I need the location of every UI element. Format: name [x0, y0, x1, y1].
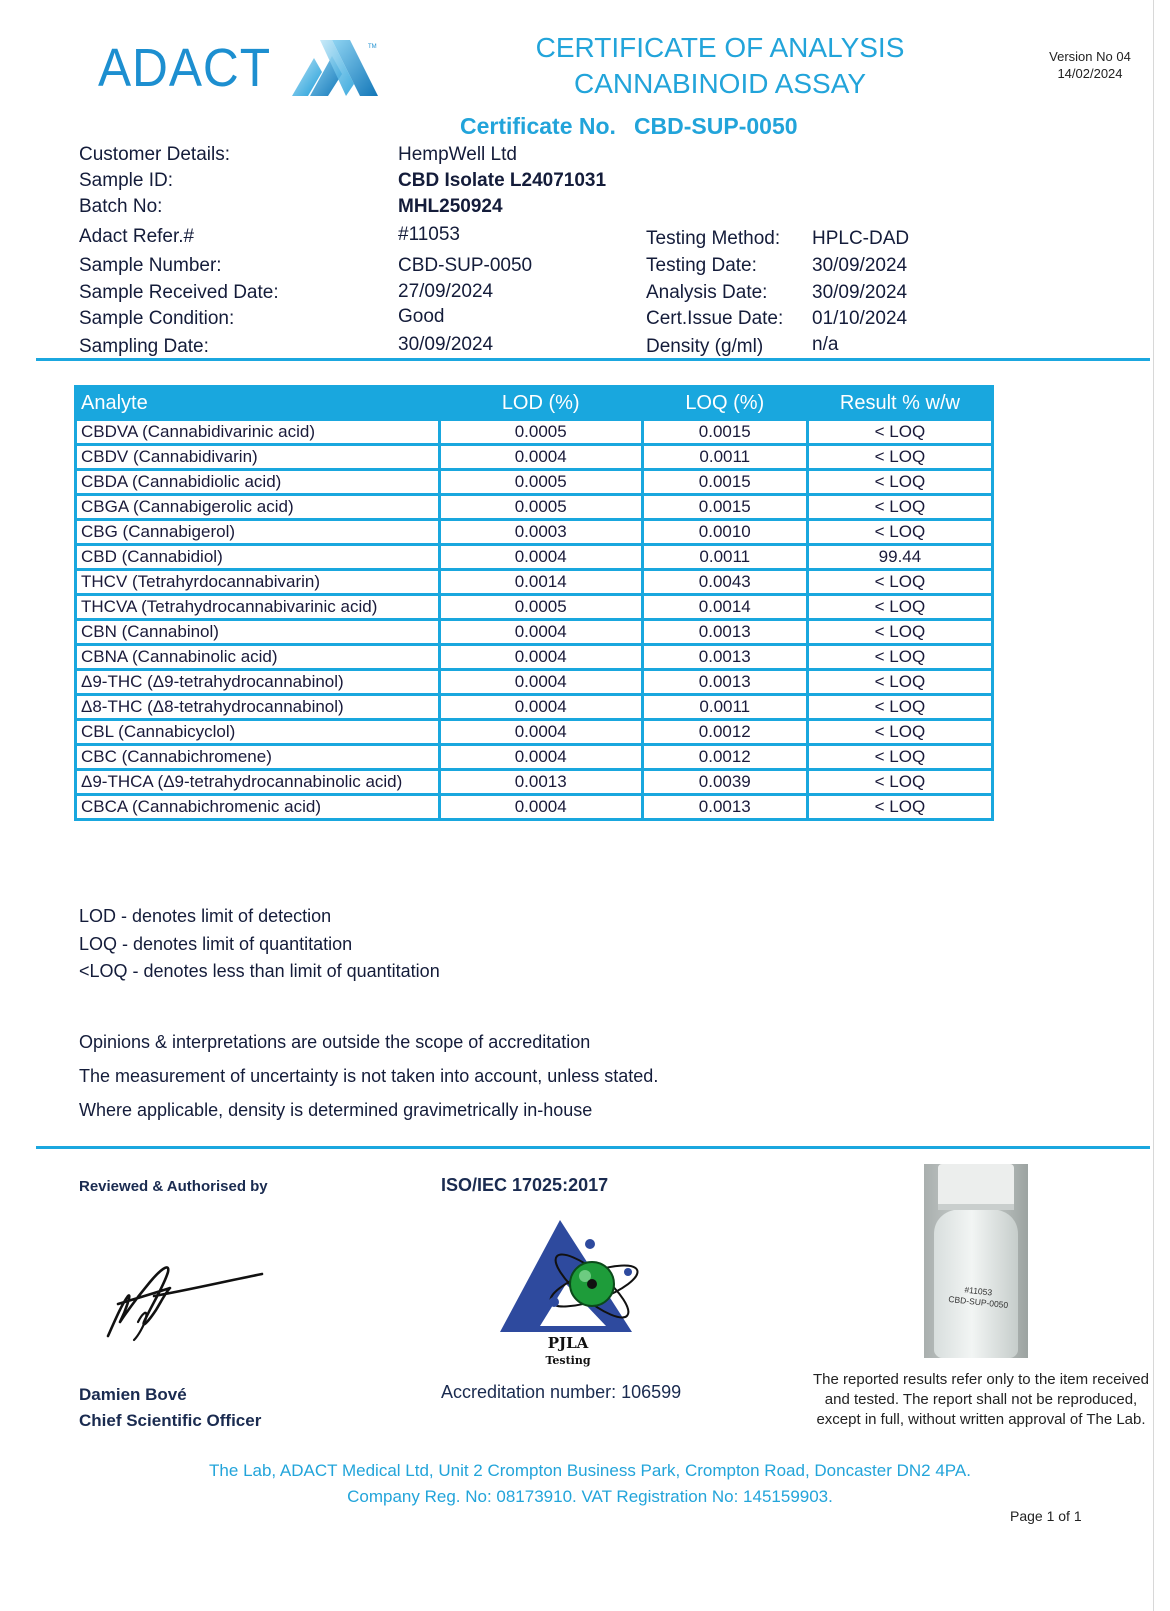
title-line-2: CANNABINOID ASSAY [573, 68, 866, 99]
batch-no-label: Batch No: [79, 196, 163, 217]
analyte-cell: CBDVA (Cannabidivarinic acid) [76, 420, 440, 445]
certificate-label: Certificate No. [460, 113, 616, 139]
header-lod: LOD (%) [439, 387, 642, 420]
sample-number-value: CBD-SUP-0050 [398, 255, 533, 276]
result-cell: < LOQ [807, 720, 992, 745]
remark-density: Where applicable, density is determined gravimetrically in-house [79, 1100, 593, 1120]
loq-cell: 0.0012 [642, 720, 807, 745]
customer-details-label: Customer Details: [79, 144, 230, 165]
table-row [76, 695, 993, 720]
table-row [76, 620, 993, 645]
table-row [76, 570, 993, 595]
result-cell: < LOQ [807, 695, 992, 720]
footer-address [60, 1458, 1120, 1510]
lod-cell: 0.0005 [439, 420, 642, 445]
version-date: 14/02/2024 [1057, 66, 1123, 81]
sample-condition-label: Sample Condition: [79, 308, 235, 329]
result-cell: < LOQ [807, 620, 992, 645]
analyte-cell: CBDA (Cannabidiolic acid) [76, 470, 440, 495]
table-row [76, 645, 993, 670]
pjla-logo-text: PJLA [547, 1334, 589, 1352]
testing-method-label: Testing Method: [646, 228, 781, 249]
sample-received-label: Sample Received Date: [79, 282, 279, 303]
lod-cell: 0.0004 [439, 695, 642, 720]
density-value: n/a [812, 334, 839, 355]
certificate-value: CBD-SUP-0050 [633, 113, 798, 139]
table-row [76, 770, 993, 795]
page-number: Page 1 of 1 [1010, 1508, 1082, 1524]
analyte-cell: THCV (Tetrahyrdocannabivarin) [76, 570, 440, 595]
accreditation-number: Accreditation number: 106599 [441, 1382, 682, 1402]
analyte-cell: CBCA (Cannabichromenic acid) [76, 795, 440, 820]
logo-text: ADACT [98, 38, 271, 98]
result-cell: < LOQ [807, 670, 992, 695]
signer-title: Chief Scientific Officer [79, 1411, 262, 1430]
loq-cell: 0.0013 [642, 670, 807, 695]
loq-cell: 0.0011 [642, 695, 807, 720]
pjla-logo-subtext: Testing [545, 1354, 591, 1367]
result-cell: < LOQ [807, 770, 992, 795]
disclaimer-text: The reported results refer only to the item received and tested. The report shall not be reproduced, except in full, without written approval of The Lab. [813, 1371, 1149, 1428]
loq-cell: 0.0039 [642, 770, 807, 795]
sample-id-value: CBD Isolate L24071031 [398, 170, 607, 191]
result-cell: < LOQ [807, 470, 992, 495]
title-line-1: CERTIFICATE OF ANALYSIS [535, 32, 905, 63]
lod-cell: 0.0004 [439, 670, 642, 695]
cannabinoid-results-table [74, 385, 994, 821]
analyte-cell: CBC (Cannabichromene) [76, 745, 440, 770]
analyte-cell: Δ9-THC (Δ9-tetrahydrocannabinol) [76, 670, 440, 695]
table-row [76, 795, 993, 820]
analyte-cell: CBL (Cannabicyclol) [76, 720, 440, 745]
table-row [76, 595, 993, 620]
loq-cell: 0.0010 [642, 520, 807, 545]
table-row [76, 670, 993, 695]
lod-cell: 0.0004 [439, 745, 642, 770]
analyte-cell: Δ8-THC (Δ8-tetrahydrocannabinol) [76, 695, 440, 720]
table-row [76, 520, 993, 545]
sample-id-label: Sample ID: [79, 170, 173, 191]
lod-cell: 0.0013 [439, 770, 642, 795]
header-analyte: Analyte [76, 387, 440, 420]
result-cell: < LOQ [807, 520, 992, 545]
sampling-date-value: 30/09/2024 [398, 334, 494, 355]
density-label: Density (g/ml) [646, 336, 764, 357]
adact-mark-icon [292, 36, 382, 100]
note-lt-loq: <LOQ - denotes less than limit of quantitation [79, 961, 440, 981]
sampling-date-label: Sampling Date: [79, 336, 209, 357]
result-cell: < LOQ [807, 645, 992, 670]
header-loq: LOQ (%) [642, 387, 807, 420]
result-cell: < LOQ [807, 445, 992, 470]
analyte-cell: CBNA (Cannabinolic acid) [76, 645, 440, 670]
table-row [76, 745, 993, 770]
testing-method-value: HPLC-DAD [812, 228, 910, 249]
sample-condition-value: Good [398, 306, 445, 327]
pjla-logo [496, 1214, 646, 1374]
signer-name: Damien Bové [79, 1385, 187, 1404]
lod-cell: 0.0004 [439, 720, 642, 745]
loq-cell: 0.0011 [642, 445, 807, 470]
analyte-cell: CBD (Cannabidiol) [76, 545, 440, 570]
result-cell: < LOQ [807, 570, 992, 595]
table-row [76, 470, 993, 495]
loq-cell: 0.0012 [642, 745, 807, 770]
note-lod: LOD - denotes limit of detection [79, 906, 332, 926]
version-number: Version No 04 [1049, 49, 1131, 64]
loq-cell: 0.0015 [642, 420, 807, 445]
result-cell: < LOQ [807, 495, 992, 520]
abbreviation-notes [79, 903, 440, 986]
analyte-cell: CBGA (Cannabigerolic acid) [76, 495, 440, 520]
document-title [430, 30, 1010, 102]
loq-cell: 0.0043 [642, 570, 807, 595]
sample-received-value: 27/09/2024 [398, 281, 494, 302]
footer-divider [36, 1146, 1150, 1149]
analysis-date-label: Analysis Date: [646, 282, 768, 303]
loq-cell: 0.0014 [642, 595, 807, 620]
footer-line-1: The Lab, ADACT Medical Ltd, Unit 2 Crompton Business Park, Crompton Road, Doncaster DN2 4PA. [209, 1461, 971, 1480]
signature-image [98, 1252, 268, 1344]
header-divider [36, 358, 1150, 361]
customer-details-value: HempWell Ltd [398, 144, 517, 165]
result-cell: < LOQ [807, 420, 992, 445]
result-cell: < LOQ [807, 745, 992, 770]
sample-bottle-photo [924, 1164, 1028, 1358]
header-result: Result % w/w [807, 387, 992, 420]
lod-cell: 0.0004 [439, 795, 642, 820]
table-row [76, 720, 993, 745]
loq-cell: 0.0013 [642, 620, 807, 645]
svg-text:TM: TM [368, 44, 377, 50]
table-row [76, 495, 993, 520]
signer-block [79, 1382, 261, 1434]
lod-cell: 0.0005 [439, 595, 642, 620]
analyte-cell: THCVA (Tetrahydrocannabivarinic acid) [76, 595, 440, 620]
result-cell: 99.44 [807, 545, 992, 570]
remark-opinions: Opinions & interpretations are outside the scope of accreditation [79, 1032, 591, 1052]
loq-cell: 0.0011 [642, 545, 807, 570]
testing-date-label: Testing Date: [646, 255, 757, 276]
sample-number-label: Sample Number: [79, 255, 222, 276]
lod-cell: 0.0014 [439, 570, 642, 595]
iso-standard: ISO/IEC 17025:2017 [441, 1175, 609, 1195]
lod-cell: 0.0004 [439, 445, 642, 470]
table-header-row [76, 387, 993, 420]
analyte-cell: CBG (Cannabigerol) [76, 520, 440, 545]
version-block [1020, 48, 1160, 82]
bottle-label-ref: #11053 [963, 1284, 993, 1298]
loq-cell: 0.0013 [642, 645, 807, 670]
lod-cell: 0.0004 [439, 545, 642, 570]
note-loq: LOQ - denotes limit of quantitation [79, 933, 353, 954]
footer-line-2: Company Reg. No: 08173910. VAT Registration No: 145159903. [347, 1487, 833, 1506]
reviewed-label: Reviewed & Authorised by [79, 1178, 268, 1195]
cert-issue-date-value: 01/10/2024 [812, 308, 908, 329]
batch-no-value: MHL250924 [398, 196, 503, 217]
result-cell: < LOQ [807, 795, 992, 820]
loq-cell: 0.0015 [642, 495, 807, 520]
loq-cell: 0.0015 [642, 470, 807, 495]
testing-date-value: 30/09/2024 [812, 255, 908, 276]
lod-cell: 0.0005 [439, 470, 642, 495]
lod-cell: 0.0005 [439, 495, 642, 520]
loq-cell: 0.0013 [642, 795, 807, 820]
certificate-number [460, 113, 798, 140]
analysis-date-value: 30/09/2024 [812, 282, 908, 303]
analyte-cell: CBN (Cannabinol) [76, 620, 440, 645]
cert-issue-date-label: Cert.Issue Date: [646, 308, 784, 329]
adact-logo [98, 36, 382, 100]
result-cell: < LOQ [807, 595, 992, 620]
analyte-cell: Δ9-THCA (Δ9-tetrahydrocannabinolic acid) [76, 770, 440, 795]
adact-ref-label: Adact Refer.# [79, 226, 195, 247]
table-row [76, 445, 993, 470]
analyte-cell: CBDV (Cannabidivarin) [76, 445, 440, 470]
table-row [76, 420, 993, 445]
lod-cell: 0.0004 [439, 645, 642, 670]
page-edge [1153, 0, 1154, 1611]
lod-cell: 0.0003 [439, 520, 642, 545]
lod-cell: 0.0004 [439, 620, 642, 645]
adact-ref-value: #11053 [398, 224, 460, 245]
table-row [76, 545, 993, 570]
bottle-label-sample: CBD-SUP-0050 [947, 1293, 1009, 1311]
remark-uncertainty: The measurement of uncertainty is not taken into account, unless stated. [79, 1066, 659, 1086]
